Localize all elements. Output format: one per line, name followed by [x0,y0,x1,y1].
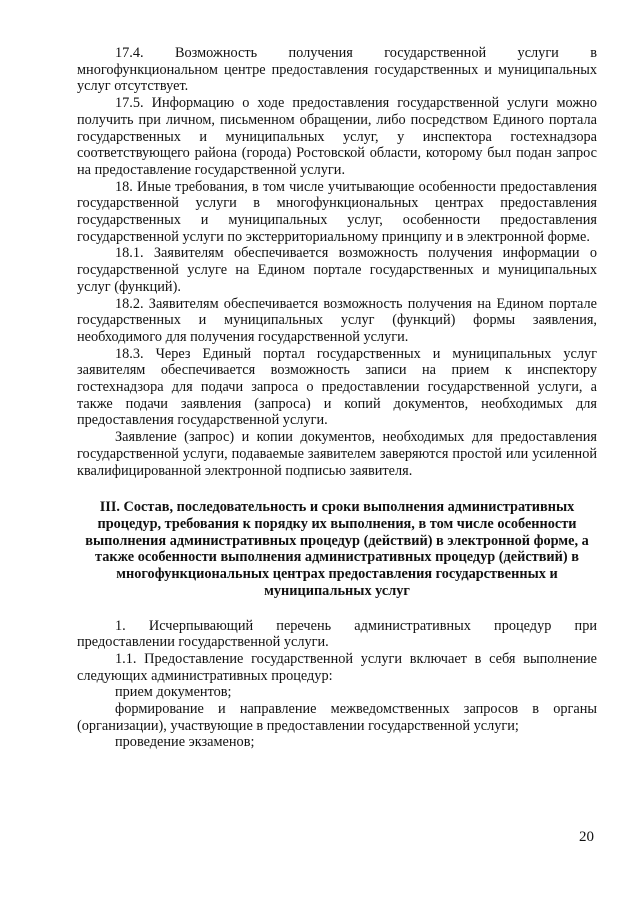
paragraph-18-2: 18.2. Заявителям обеспечивается возможность получения на Едином портале государственных и муниципальных услуг (функций) формы заявления, необходимого для получения государственной услуги. [77,295,597,345]
paragraph-18: 18. Иные требования, в том числе учитывающие особенности предоставления государственной услуги в многофункциональных центрах предоставления государственных и муниципальных услуг, особенности предоставления государственной услуги по экстерриториальному принципу и в электронной форме. [77,178,597,245]
list-item-document-intake: прием документов; [115,684,232,701]
section-heading: III. Состав, последовательность и сроки выполнения административных процедур, требования к порядку их выполнения, в том числе особенности выполнения административных процедур (действий) в электронной форме, а также особенности выполнения административных процедур (действий) в многофункциональных центрах предоставления государственных и муниципальных услуг [85,499,589,599]
paragraph-1-1: 1.1. Предоставление государственной услуги включает в себя выполнение следующих административных процедур: [77,650,597,684]
list-item-exams: проведение экзаменов; [115,734,255,751]
paragraph-17-4: 17.4. Возможность получения государственной услуги в многофункциональном центре предоставления государственных и муниципальных услуг отсутствует. [77,45,597,95]
page-number: 20 [579,829,594,845]
paragraph-17-5: 17.5. Информацию о ходе предоставления государственной услуги можно получить при личном, письменном обращении, либо посредством Единого портала государственных и муниципальных услуг, у инспектора гостехнадзора соответствующего района (города) Ростовской области, которому был подан запрос на предоставление государственной услуги. [77,95,597,178]
paragraph-18-3: 18.3. Через Единый портал государственных и муниципальных услуг заявителям обеспечивается возможность записи на прием к инспектору гостехнадзора для подачи запроса о предоставлении государственной услуги, а также подачи заявления (запроса) и копий документов, необходимых для предоставления государственной услуги. [77,345,597,429]
paragraph-18-1: 18.1. Заявителям обеспечивается возможность получения информации о государственной услуге на Едином портале государственных и муниципальных услуг (функций). [77,245,597,295]
list-item-interagency-requests: формирование и направление межведомственных запросов в органы (организации), участвующие в предоставлении государственной услуги; [77,701,597,734]
document-body [77,45,597,751]
paragraph-signature-note: Заявление (запрос) и копии документов, необходимых для предоставления государственной услуги, подаваемые заявителем заверяются простой или усиленной квалифицированной электронной подписью заявителя. [77,429,597,479]
paragraph-1: 1. Исчерпывающий перечень административных процедур при предоставлении государственной услуги. [77,617,597,651]
